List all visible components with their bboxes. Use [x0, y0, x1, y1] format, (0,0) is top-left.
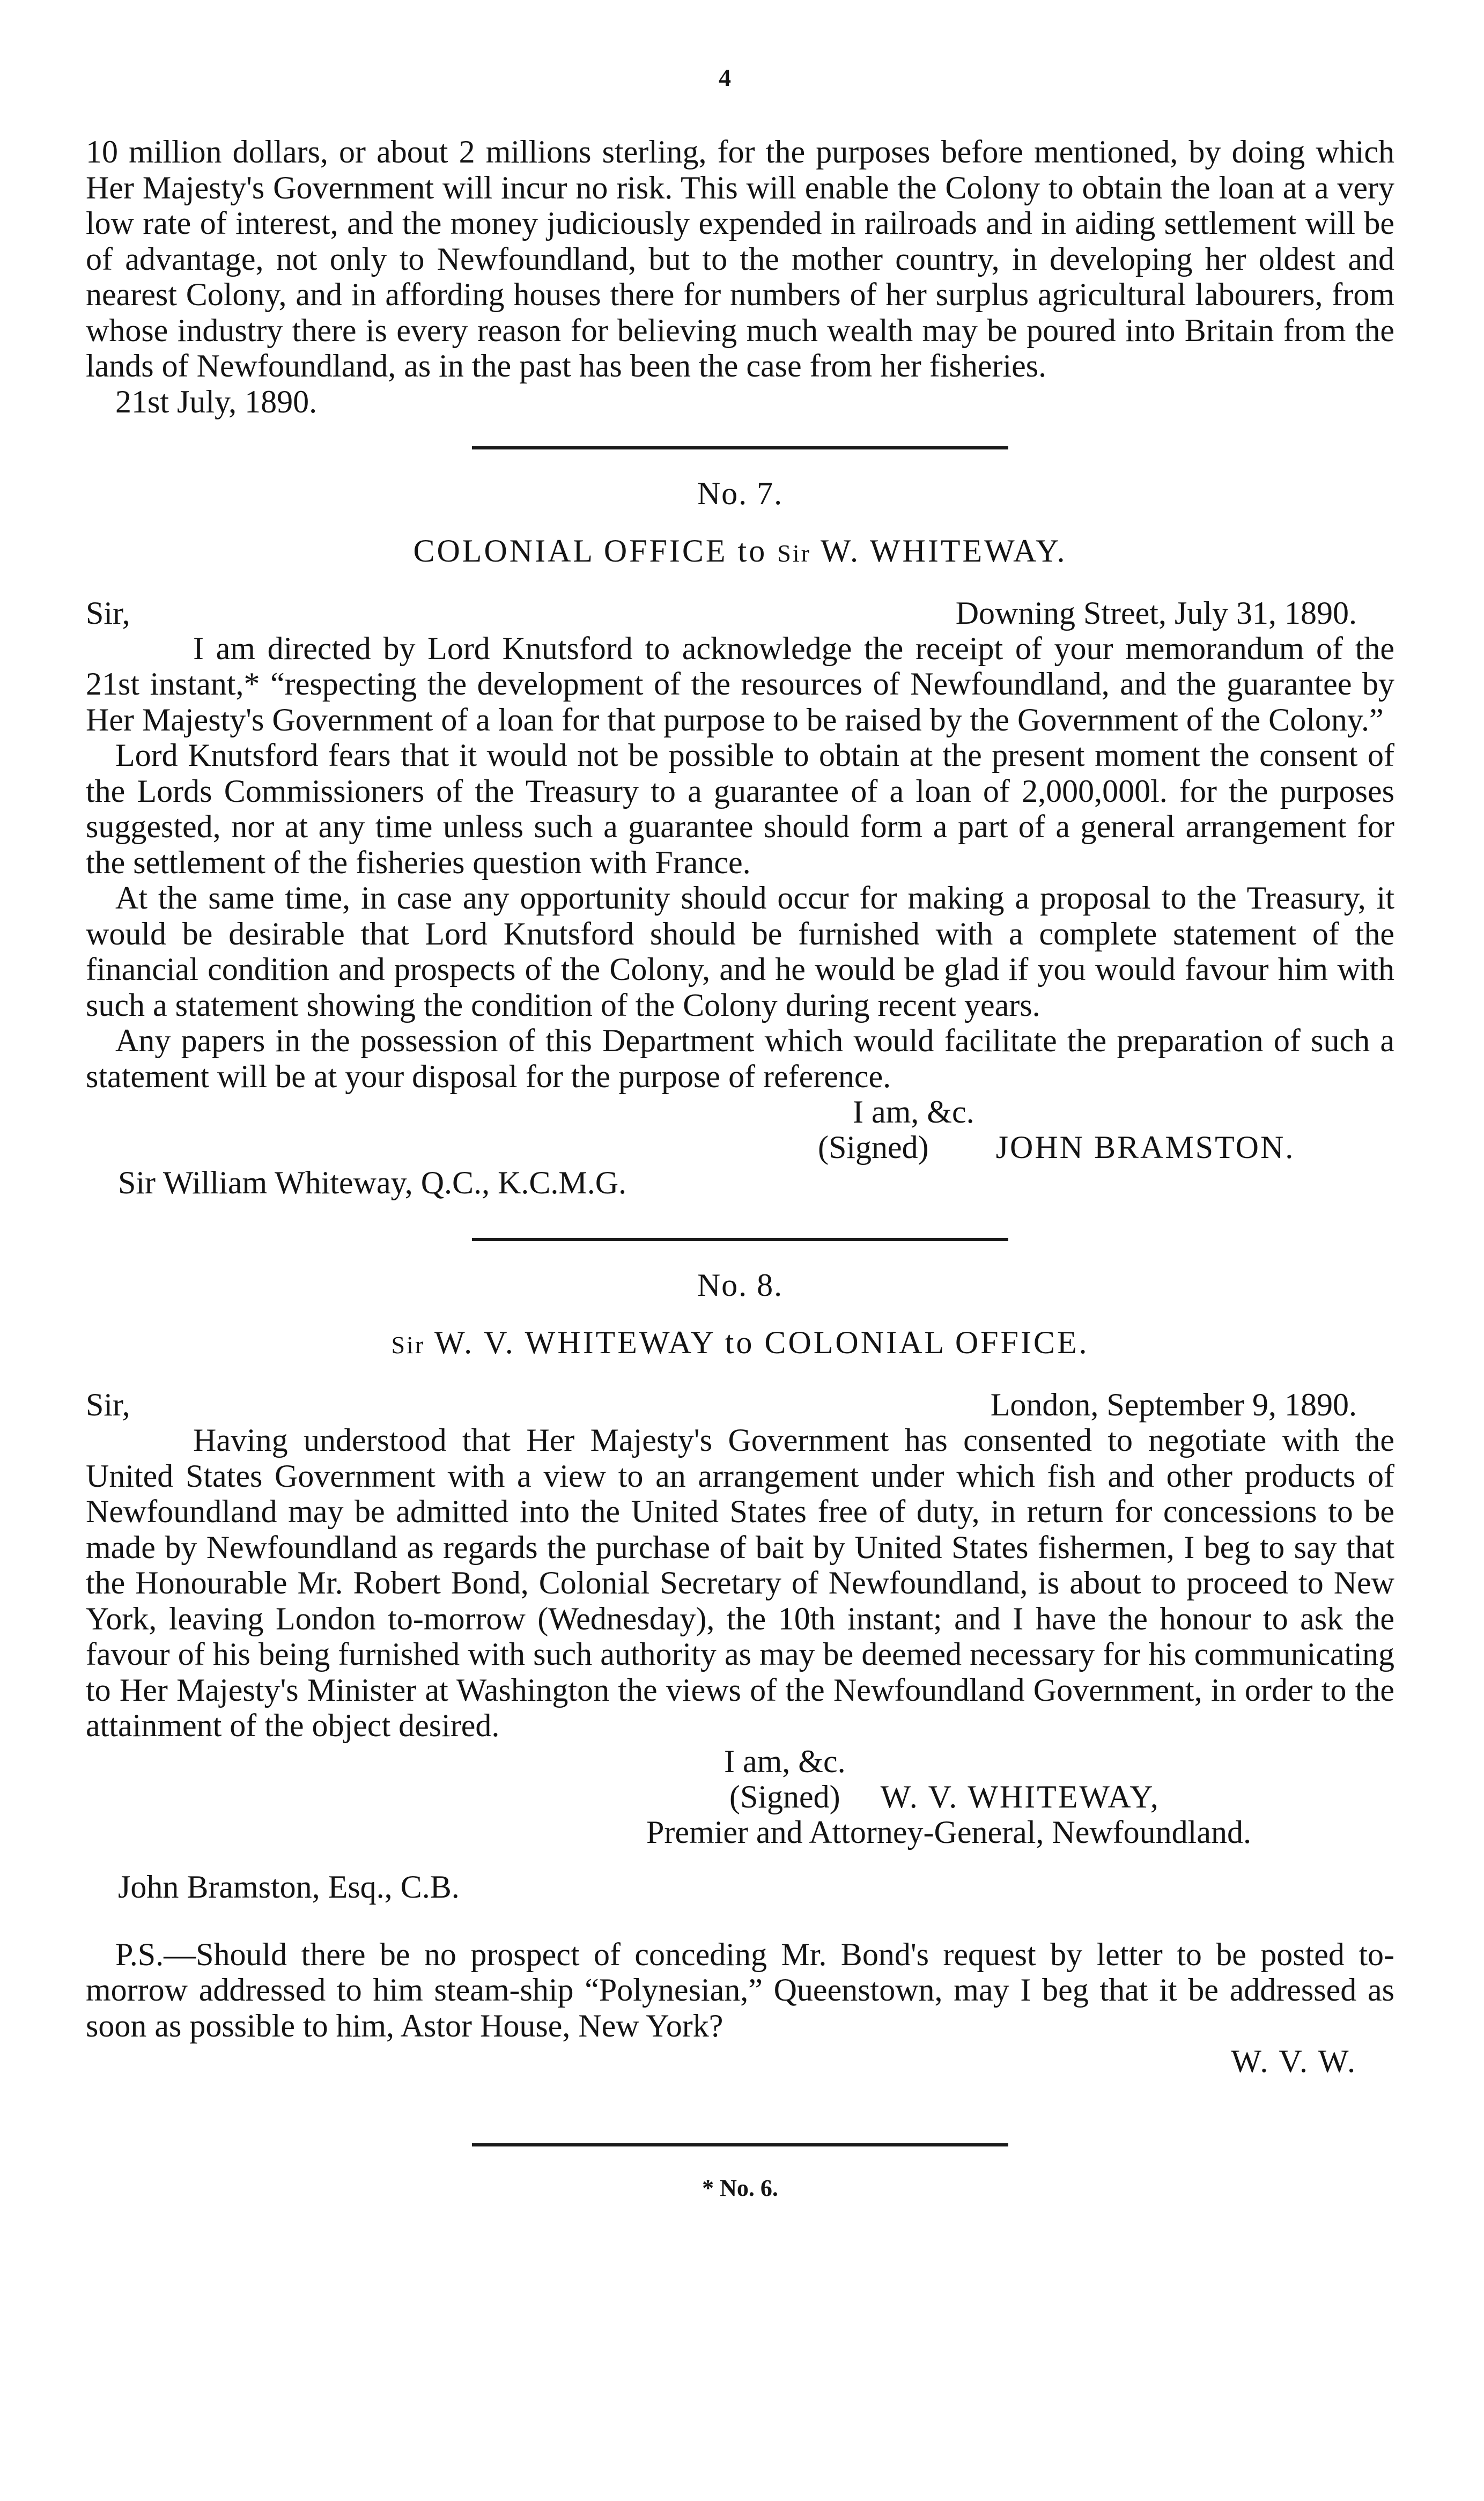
heading-sir: Sir: [391, 1331, 425, 1359]
letter-heading: [86, 533, 1394, 570]
section-divider: [472, 1238, 1008, 1241]
letter-heading: [86, 1324, 1394, 1361]
signatory: JOHN BRAMSTON.: [995, 1130, 1295, 1165]
section-divider: [472, 446, 1008, 449]
salutation: Sir,: [86, 595, 130, 631]
memorandum-date: 21st July, 1890.: [115, 383, 318, 419]
heading-part: W. WHITEWAY.: [810, 533, 1067, 569]
heading-sir: Sir: [777, 539, 811, 567]
footnote-divider: [472, 2143, 1008, 2146]
salutation-row: [86, 1387, 1394, 1422]
page-number: 4: [719, 64, 731, 91]
place-date: Downing Street, July 31, 1890.: [955, 595, 1357, 631]
letter-paragraph: Lord Knutsford fears that it would not be possible to obtain at the present moment the consent of the Lords Commissioners of the Treasury to a guarantee of a loan of 2,000,000l. for the purposes suggested, nor at any time unless such a guarantee should form a part of a general arrangement for the settlement of the fisheries question with France.: [86, 737, 1394, 880]
signatory: W. V. WHITEWAY,: [880, 1779, 1160, 1814]
footnote: * No. 6.: [702, 2175, 778, 2201]
addressee: John Bramston, Esq., C.B.: [118, 1869, 460, 1905]
letter-number: No. 7.: [697, 475, 784, 511]
closing: I am, &c.: [853, 1094, 974, 1130]
letter-paragraph: Any papers in the possession of this Department which would facilitate the preparation of such a statement will be at your disposal for the purpose of reference.: [86, 1023, 1394, 1094]
letter-paragraph: Having understood that Her Majesty's Government has consented to negotiate with the United States Government with a view to an arrangement under which fish and other products of Newfoundland may be admitted into the United States free of duty, in return for concessions to be made by Newfoundland as regards the purchase of bait by United States fishermen, I beg to say that the Honourable Mr. Robert Bond, Colonial Secretary of Newfoundland, is about to proceed to New York, leaving London to-morrow (Wednesday), the 10th instant; and I have the honour to ask the favour of his being furnished with such authority as may be deemed necessary for his communicating to Her Majesty's Minister at Washington the views of the Newfoundland Government, in order to the attainment of the object desired.: [86, 1422, 1394, 1743]
heading-part: W. V. WHITEWAY to COLONIAL OFFICE.: [425, 1325, 1089, 1360]
signed-label: (Signed): [818, 1130, 929, 1165]
letter-paragraph: At the same time, in case any opportunity should occur for making a proposal to the Treasury, it would be desirable that Lord Knutsford should be furnished with a complete statement of the financial condition and prospects of the Colony, and he would be glad if you would favour him with such a statement showing the condition of the Colony during recent years.: [86, 880, 1394, 1023]
place-date: London, September 9, 1890.: [990, 1387, 1357, 1422]
salutation: Sir,: [86, 1387, 130, 1422]
letter-paragraph: I am directed by Lord Knutsford to acknowledge the receipt of your memorandum of the 21st instant,* “respecting the development of the resources of Newfoundland, and the guarantee by Her Majesty's Government of a loan for that purpose to be raised by the Government of the Colony.”: [86, 630, 1394, 737]
continued-paragraph: 10 million dollars, or about 2 millions sterling, for the purposes before mentioned, by doing which Her Majesty's Government will incur no risk. This will enable the Colony to obtain the loan at a very low rate of interest, and the money judiciously expended in railroads and in aiding settlement will be of advantage, not only to Newfoundland, but to the mother country, in developing her oldest and nearest Colony, and in affording houses there for numbers of her surplus agricultural labourers, from whose industry there is every reason for believing much wealth may be poured into Britain from the lands of Newfoundland, as in the past has been the case from her fisheries.: [86, 134, 1394, 383]
closing: I am, &c.: [724, 1743, 846, 1779]
document-page: [86, 70, 1394, 2202]
signatory-title: Premier and Attorney-General, Newfoundland.: [646, 1814, 1251, 1850]
signed-label: (Signed): [729, 1779, 840, 1814]
addressee: Sir William Whiteway, Q.C., K.C.M.G.: [118, 1165, 627, 1200]
signature-row: [86, 1779, 1394, 1814]
initials: W. V. W.: [1231, 2043, 1357, 2079]
heading-part: COLONIAL OFFICE to: [413, 533, 778, 569]
salutation-row: [86, 595, 1394, 631]
postscript: P.S.—Should there be no prospect of conceding Mr. Bond's request by letter to be posted to-morrow addressed to him steam-ship “Polynesian,” Queenstown, may I beg that it be addressed as soon as possible to him, Astor House, New York?: [86, 1936, 1394, 2043]
letter-number: No. 8.: [697, 1267, 784, 1303]
signature-row: [86, 1130, 1394, 1165]
